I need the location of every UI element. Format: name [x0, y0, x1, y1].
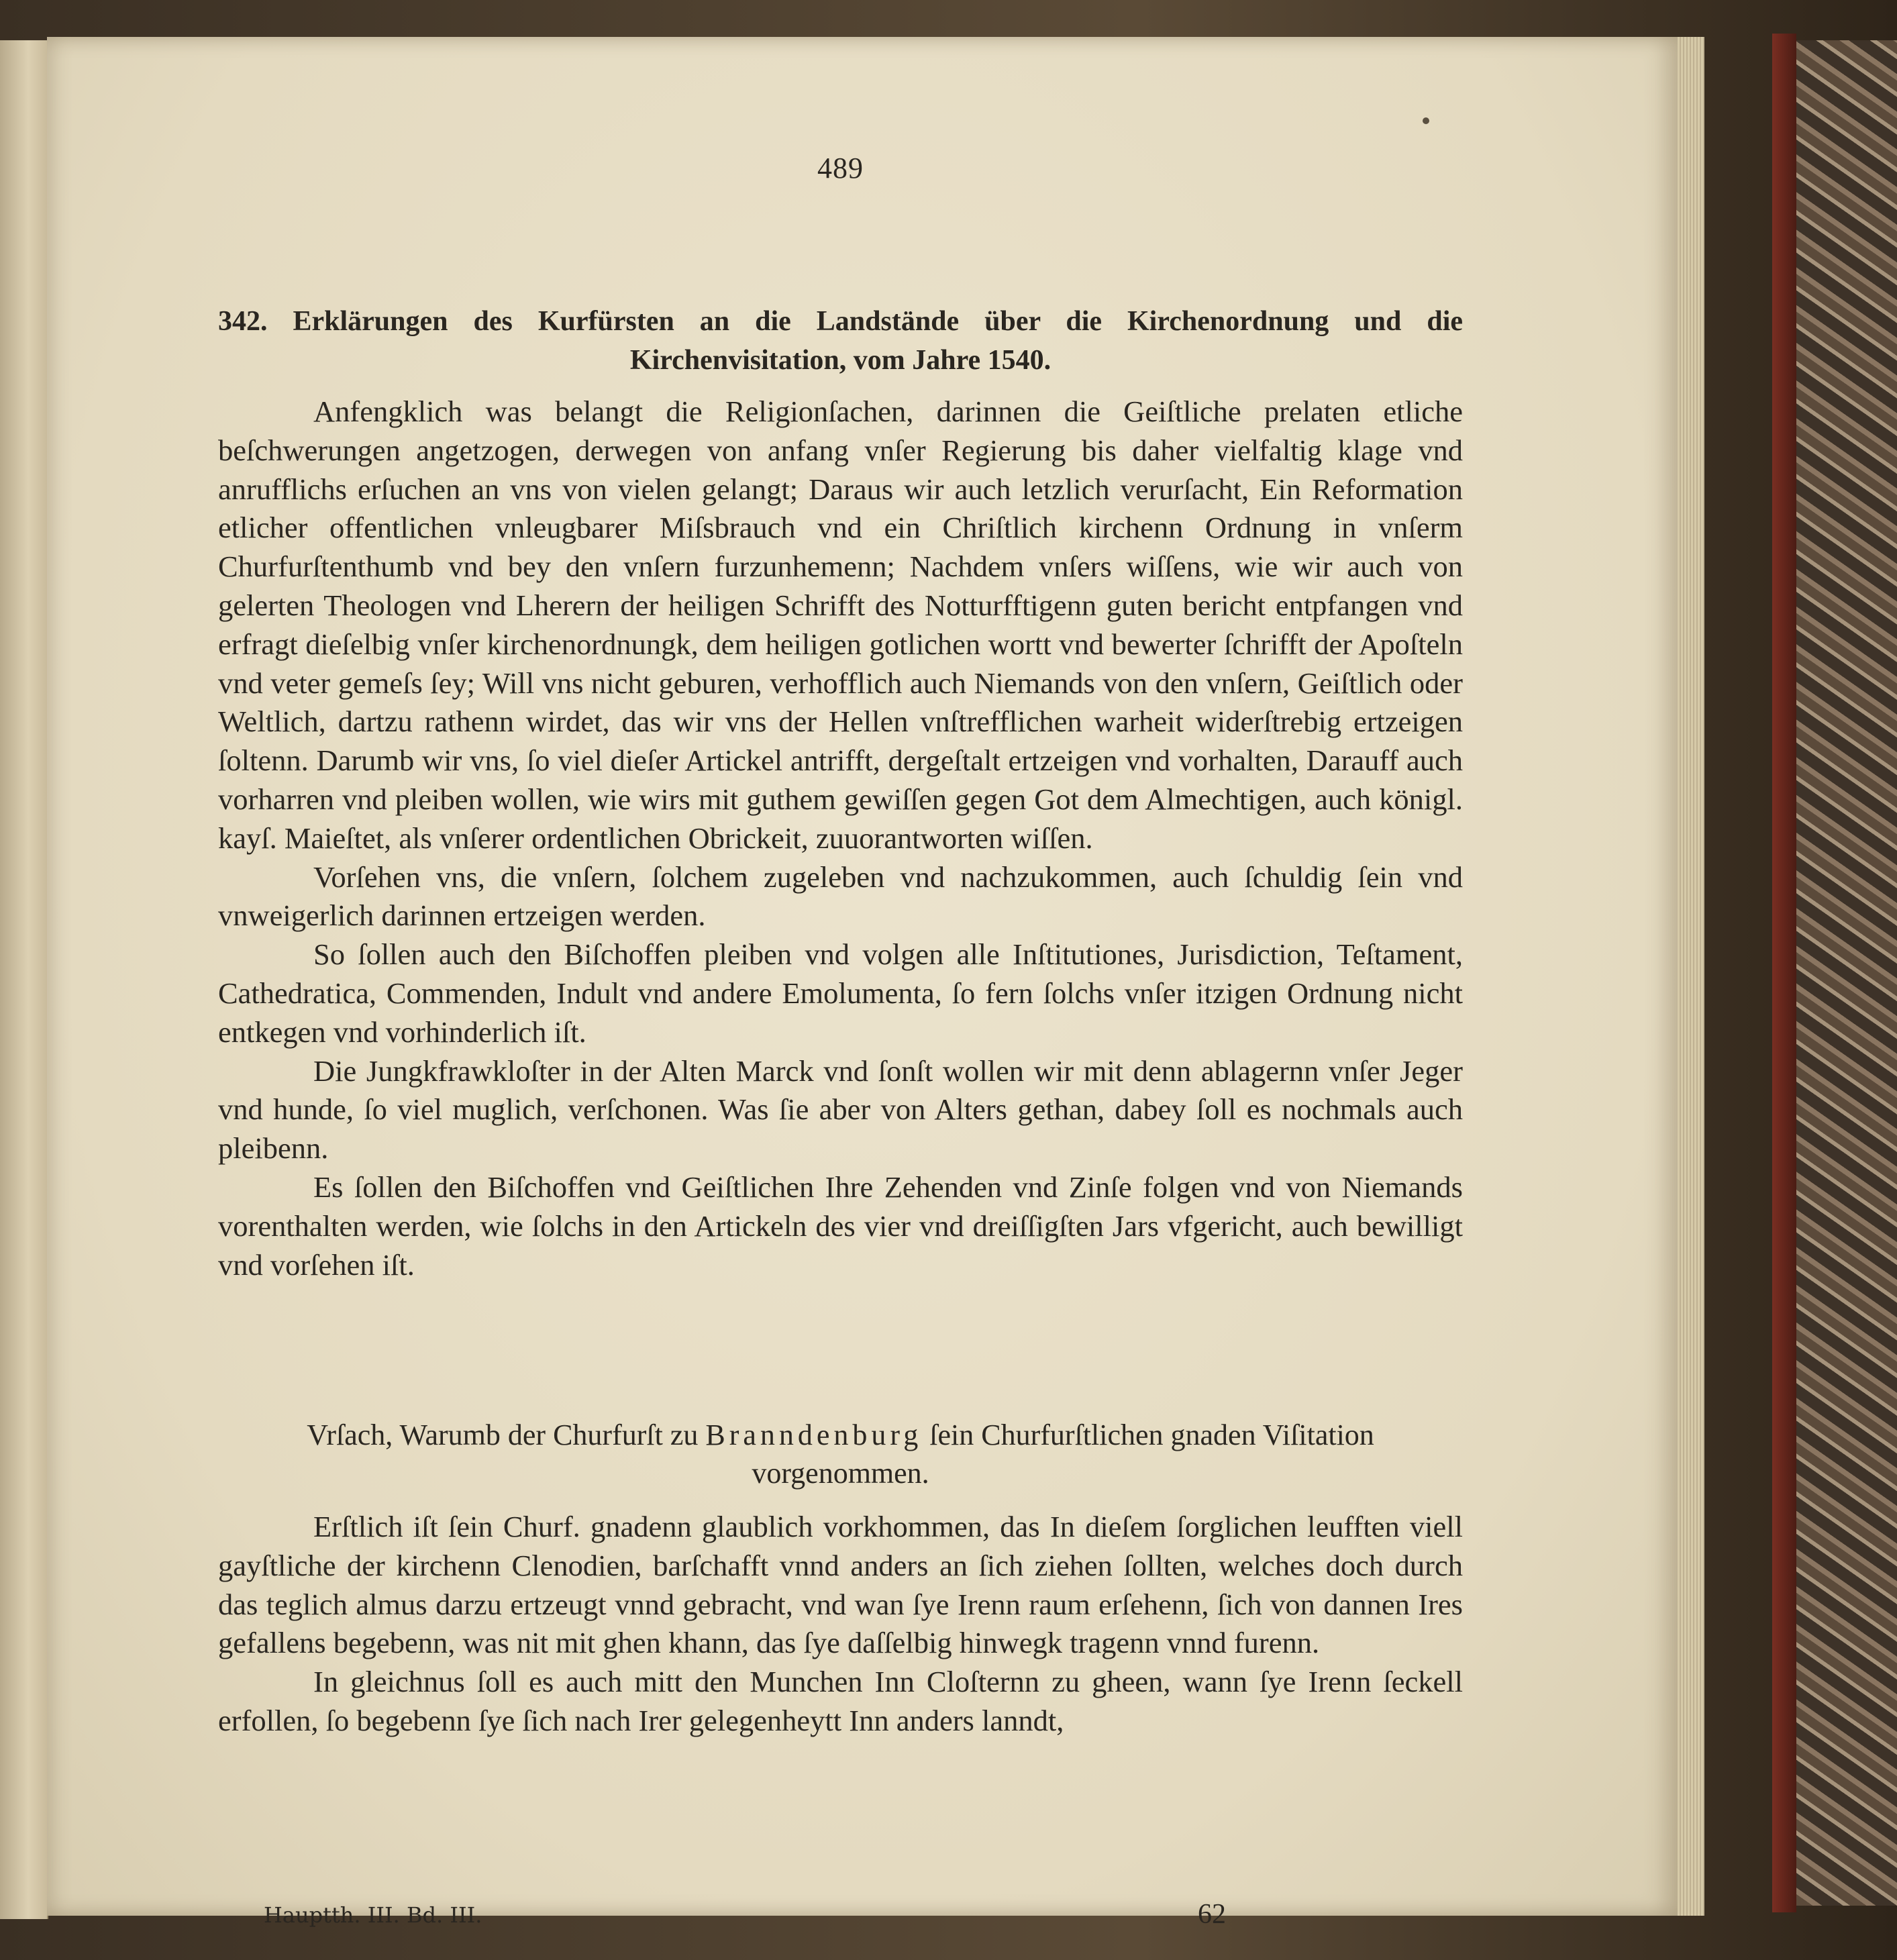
- leather-spine-strip: [1772, 34, 1796, 1912]
- section-title: Erklärungen des Kurfürsten an die Landstände über die Kirchenordnung und die Kirchenvisitation, vom Jahre 1540.: [293, 306, 1463, 376]
- footer-sheet-number: 62: [1198, 1899, 1226, 1930]
- paragraph: Es ſollen den Biſchoffen vnd Geiſtlichen Ihre Zehenden vnd Zinſe folgen vnd von Niemands vorenthalten werden, wie ſolchs in den Artickeln des vier vnd dreiſſigſten Jars vfgericht, auch bewilligt vnd vorſehen iſt.: [218, 1170, 1463, 1282]
- sub-heading-part2: ſein Churfurſtlichen gnaden Viſitation vorgenommen.: [752, 1419, 1374, 1490]
- paragraph: In gleichnus ſoll es auch mitt den Munchen Inn Cloſternn zu gheen, wann ſye Irenn ſeckell erfollen, ſo begebenn ſye ſich nach Irer gelegenheytt Inn anders lanndt,: [218, 1665, 1463, 1737]
- book-page: [47, 37, 1678, 1930]
- section-heading: [218, 302, 1463, 380]
- footer-signature: Hauptth. III. Bd. III.: [264, 1902, 482, 1928]
- section-number: 342.: [218, 306, 268, 337]
- paragraph: So ſollen auch den Biſchoffen pleiben vnd volgen alle Inſtitutiones, Jurisdiction, Teſtament, Cathedratica, Commenden, Indult vnd andere Emolumenta, ſo fern ſolchs vnſer itzigen Ordnung nicht entkegen vnd vorhinderlich iſt.: [218, 937, 1463, 1049]
- paragraph: Die Jungkfrawkloſter in der Alten Marck vnd ſonſt wollen wir mit denn ablagernn vnſer Jeger vnd hunde, ſo viel muglich, verſchonen. Was ſie aber von Alters gethan, dabey ſoll es nochmals auch pleibenn.: [218, 1053, 1463, 1166]
- paragraph: Erſtlich iſt ſein Churf. gnadenn glaublich vorkhommen, das In dieſem ſorglichen leufften viell gayſtliche der kirchenn Clenodien, barſchafft vnnd anders an ſich ziehen ſollten, welches doch durch das teglich almus darzu ertzeugt vnnd gebracht, vnd wan ſye Irenn raum erſehenn, ſich von dannen Ires gefallens begebenn, was nit mit ghen khann, das ſye daſſelbig hinwegk tragenn vnnd furenn.: [218, 1510, 1463, 1660]
- page-block-edges: [1678, 37, 1704, 1916]
- ink-speck: [1423, 117, 1429, 124]
- page-number: 489: [817, 152, 864, 185]
- sub-heading-part1: Vrſach, Warumb der Churfurſt zu: [307, 1419, 699, 1451]
- marbled-book-edge: [1794, 40, 1897, 1906]
- previous-page-edge: [0, 40, 48, 1919]
- main-text-block: [218, 393, 1463, 1284]
- sub-heading: [218, 1416, 1463, 1492]
- paragraph: Vorſehen vns, die vnſern, ſolchem zugeleben vnd nachzukommen, auch ſchuldig ſein vnd vnweigerlich darinnen ertzeigen werden.: [218, 860, 1463, 933]
- second-text-block: [218, 1508, 1463, 1741]
- paragraph: Anfengklich was belangt die Religionſachen, darinnen die Geiſtliche prelaten etliche beſchwerungen angetzogen, derwegen von anfang vnſer Regierung bis daher vielfaltig klage vnd anrufflichs erſuchen an vns von vielen gelangt; Daraus wir auch letzlich verurſacht, Ein Reformation etlicher offentlichen vnleugbarer Miſsbrauch vnd ein Chriſtlich kirchenn Ordnung in vnſerm Churfurſtenthumb vnd bey den vnſern furzunhemenn; Nachdem vnſers wiſſens, wie wir auch von gelerten Theologen vnd Lherern der heiligen Schrifft des Notturfftigenn guten bericht entpfangen vnd erfragt dieſelbig vnſer kirchenordnungk, dem heiligen gotlichen wortt vnd bewerter ſchrifft der Apoſteln vnd veter gemeſs ſey; Will vns nicht geburen, verhofflich auch Niemands von den vnſern, Geiſtlich oder Weltlich, dartzu rathenn wirdet, das wir vns der Hellen vnſtrefflichen warheit widerſtrebig ertzeigen ſoltenn. Darumb wir vns, ſo viel dieſer Artickel antrifft, dergeſtalt ertzeigen vnd vorhalten, Darauff auch vorharren vnd pleiben wollen, wie wirs mit guthem gewiſſen gegen Got dem Almechtigen, auch königl. kayſ. Maieſtet, als vnſerer ordentlichen Obrickeit, zuuorantworten wiſſen.: [218, 395, 1463, 855]
- sub-heading-spaced-word: Branndenburg: [705, 1419, 923, 1451]
